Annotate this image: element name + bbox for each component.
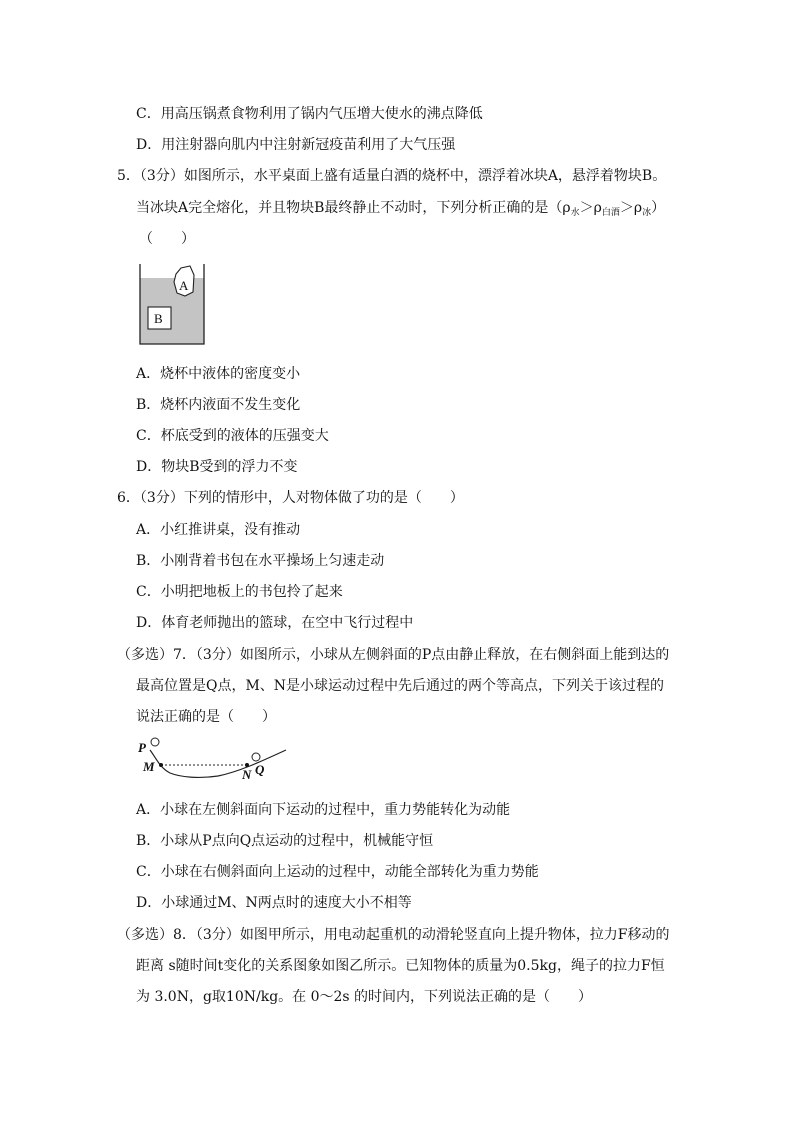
q6-option-c: C．小明把地板上的书包拎了起来 [136, 584, 343, 600]
q5-answer-bracket: （ ） [139, 231, 195, 247]
q7-stem-line2: 最高位置是Q点，M、N是小球运动过程中先后通过的两个等高点，下列关于该过程的 [136, 678, 665, 694]
label-m: M [143, 759, 155, 774]
q7-option-c: C．小球在右侧斜面向上运动的过程中，动能全部转化为重力势能 [136, 864, 539, 880]
track-curve [150, 750, 286, 777]
q6-stem: 6．（3分）下列的情形中，人对物体做了功的是（ ） [117, 490, 464, 506]
ice-label-a: A [179, 278, 189, 293]
ball-at-p [151, 738, 159, 746]
ball-at-q [252, 753, 260, 761]
q5-option-b: B．烧杯内液面不发生变化 [136, 397, 301, 413]
q7-stem-line3: 说法正确的是（ ） [136, 709, 276, 725]
q5-stem-line1: 5．（3分）如图所示，水平桌面上盛有适量白酒的烧杯中，漂浮着冰块A，悬浮着物块B。 [117, 168, 667, 184]
block-label-b: B [154, 311, 163, 326]
q7-option-a: A．小球在左侧斜面向下运动的过程中，重力势能转化为动能 [136, 802, 511, 818]
q7-stem-line1: （多选）7．（3分）如图所示，小球从左侧斜面的P点由静止释放，在右侧斜面上能到达的 [117, 647, 670, 663]
q5-stem-line2: 当冰块A完全熔化，并且物块B最终静止不动时，下列分析正确的是$(\rho_水>\rho_{白酒}>\rho_冰)$ [136, 200, 666, 218]
q5-beaker-figure [136, 262, 210, 348]
q7-option-d: D．小球通过M、N两点时的速度大小不相等 [136, 895, 412, 911]
label-n: N [242, 767, 252, 782]
q8-stem-line2: 距离 s随时间t变化的关系图象如图乙所示。已知物体的质量为0.5kg，绳子的拉力F恒 [136, 958, 665, 974]
point-m [159, 763, 163, 767]
q7-option-b: B．小球从P点向Q点运动的过程中，机械能守恒 [136, 833, 434, 849]
q4-option-d: D．用注射器向肌内中注射新冠疫苗利用了大气压强 [136, 137, 456, 153]
q5-option-d: D．物块B受到的浮力不变 [136, 459, 298, 475]
q5-option-a: A．烧杯中液体的密度变小 [136, 366, 301, 382]
q8-stem-line1: （多选）8．（3分）如图甲所示，用电动起重机的动滑轮竖直向上提升物体，拉力F移动的 [117, 927, 670, 943]
q8-stem-line3: 为 3.0N，g取10N/kg。在 0～2s 的时间内，下列说法正确的是（ ） [136, 989, 593, 1005]
q7-slope-figure [136, 736, 292, 782]
label-p: P [138, 740, 146, 755]
q5-option-c: C．杯底受到的液体的压强变大 [136, 428, 329, 444]
label-q: Q [255, 762, 265, 777]
q4-option-c: C．用高压锅煮食物利用了锅内气压增大使水的沸点降低 [136, 106, 483, 122]
q6-option-b: B．小刚背着书包在水平操场上匀速走动 [136, 553, 385, 569]
q6-option-a: A．小红推讲桌，没有推动 [136, 522, 301, 538]
q6-option-d: D．体育老师抛出的篮球，在空中飞行过程中 [136, 615, 414, 631]
